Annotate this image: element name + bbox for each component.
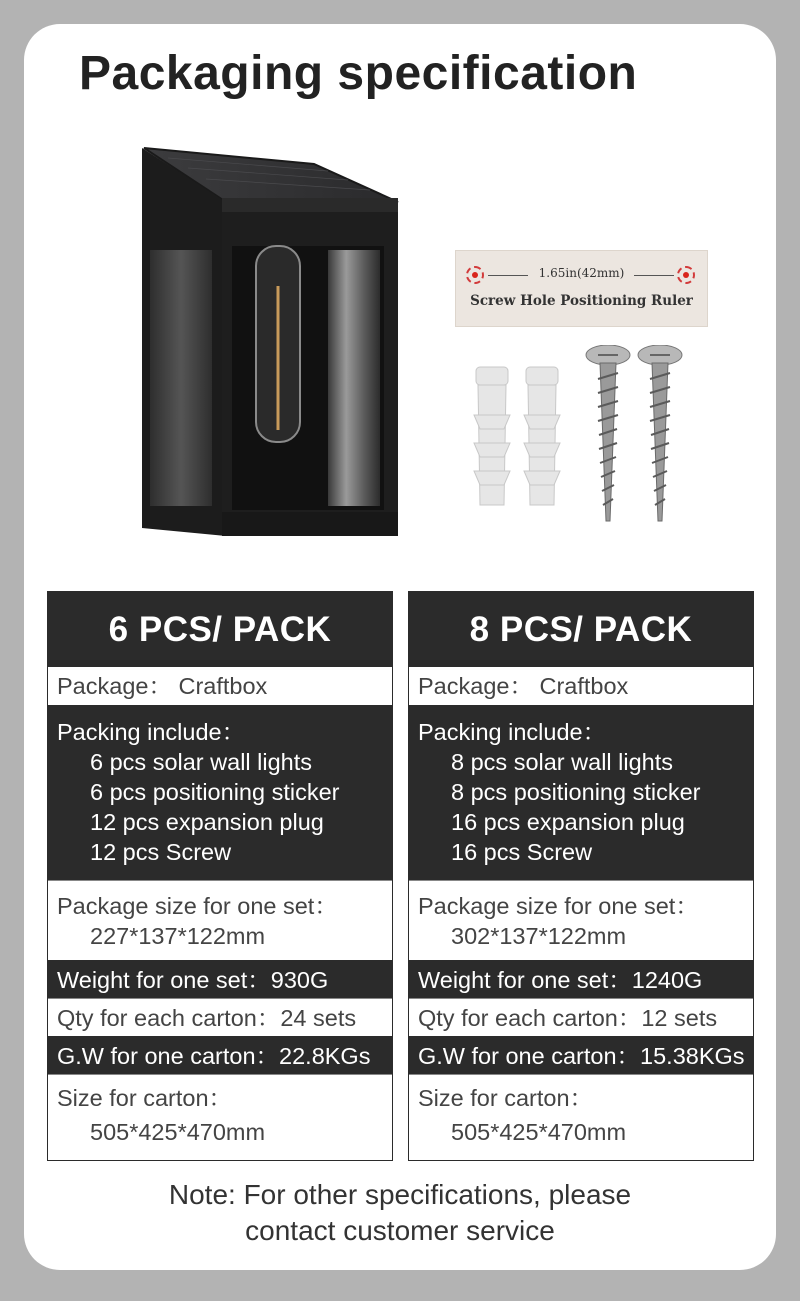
- include-item: 8 pcs positioning sticker: [451, 779, 701, 805]
- include-label: Packing include：: [57, 719, 246, 745]
- screw-icon: [638, 345, 682, 521]
- include-item: 12 pcs Screw: [90, 839, 232, 865]
- spec-table-6pcs: [47, 591, 393, 1161]
- carton-size-row: [48, 1074, 392, 1160]
- expansion-plug-icon: [474, 367, 510, 505]
- note-line: contact customer service: [245, 1215, 555, 1246]
- hole-marker-icon: [677, 266, 695, 284]
- expansion-plug-icon: [524, 367, 560, 505]
- ruler-dimension: 1.65in(42mm): [538, 266, 625, 280]
- carton-size-value: 505*425*470mm: [90, 1119, 266, 1145]
- include-item: 6 pcs positioning sticker: [90, 779, 340, 805]
- package-size-label: Package size for one set：: [57, 893, 338, 919]
- package-size-row: [48, 880, 392, 960]
- package-size-row: [409, 880, 753, 960]
- solar-wall-light-image: [138, 146, 400, 538]
- gross-weight-row: G.W for one carton：15.38KGs: [409, 1036, 753, 1074]
- carton-size-label: Size for carton：: [57, 1085, 233, 1111]
- packing-include-row: [409, 705, 753, 880]
- weight-row: Weight for one set：930G: [48, 960, 392, 998]
- spec-table-8pcs: [408, 591, 754, 1161]
- include-item: 12 pcs expansion plug: [90, 809, 324, 835]
- screw-icon: [586, 345, 630, 521]
- qty-row: Qty for each carton：24 sets: [48, 998, 392, 1036]
- ruler-label: Screw Hole Positioning Ruler: [470, 293, 693, 309]
- carton-size-label: Size for carton：: [418, 1085, 594, 1111]
- pack-header: 8 PCS/ PACK: [409, 592, 753, 667]
- include-item: 16 pcs Screw: [451, 839, 593, 865]
- note-text: [24, 1177, 776, 1249]
- carton-size-value: 505*425*470mm: [451, 1119, 627, 1145]
- qty-row: Qty for each carton：12 sets: [409, 998, 753, 1036]
- package-size-value: 227*137*122mm: [90, 923, 266, 949]
- include-label: Packing include：: [418, 719, 607, 745]
- include-item: 16 pcs expansion plug: [451, 809, 685, 835]
- pack-header: 6 PCS/ PACK: [48, 592, 392, 667]
- package-size-value: 302*137*122mm: [451, 923, 627, 949]
- arrow-right-icon: [634, 275, 674, 276]
- weight-row: Weight for one set：1240G: [409, 960, 753, 998]
- plugs-and-screws-image: [460, 345, 710, 530]
- positioning-ruler: [455, 250, 708, 327]
- package-row: Package： Craftbox: [409, 667, 753, 705]
- page-title: Packaging specification: [79, 47, 638, 100]
- carton-size-row: [409, 1074, 753, 1160]
- package-size-label: Package size for one set：: [418, 893, 699, 919]
- include-item: 6 pcs solar wall lights: [90, 749, 313, 775]
- include-item: 8 pcs solar wall lights: [451, 749, 674, 775]
- packing-include-row: [48, 705, 392, 880]
- package-row: Package： Craftbox: [48, 667, 392, 705]
- gross-weight-row: G.W for one carton：22.8KGs: [48, 1036, 392, 1074]
- note-line: Note: For other specifications, please: [168, 1179, 632, 1210]
